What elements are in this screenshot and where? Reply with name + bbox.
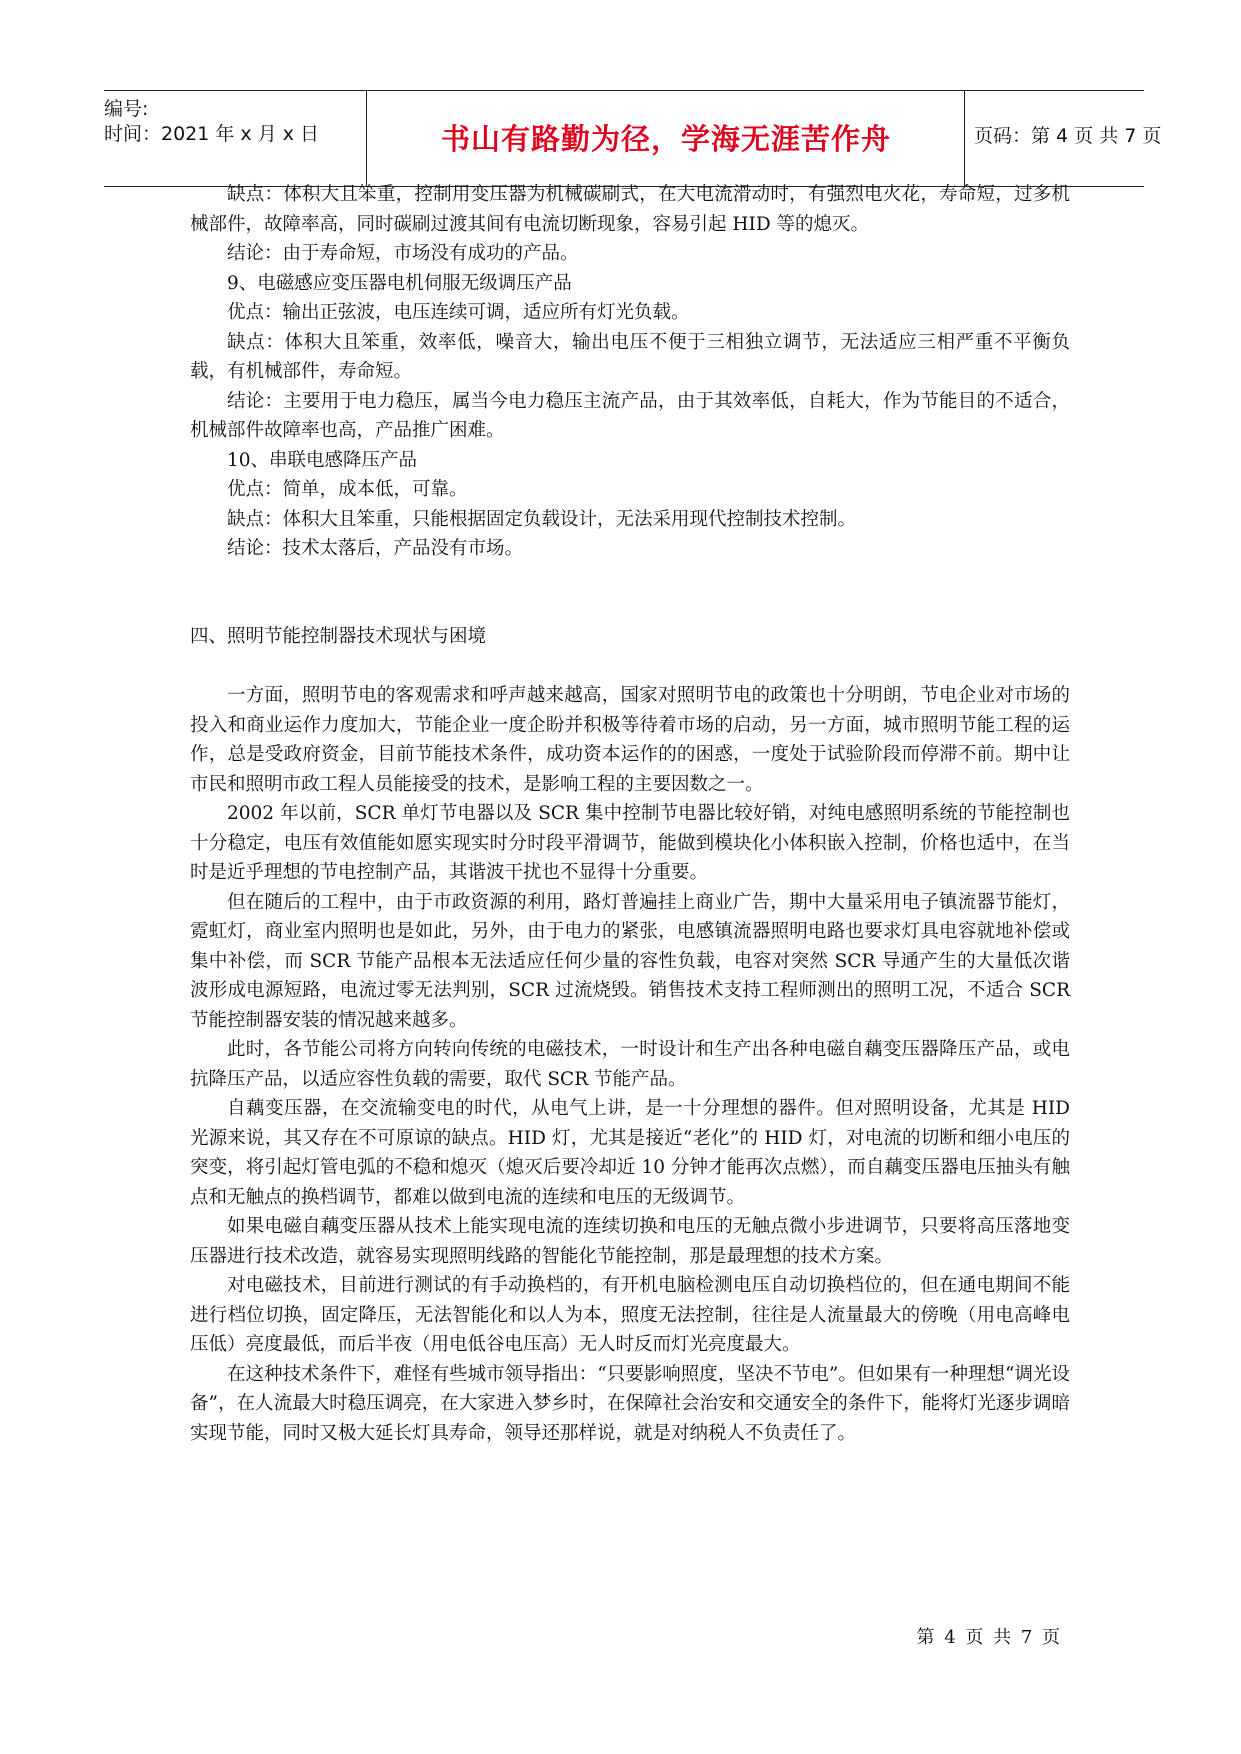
document-number-label: 编号:: [104, 98, 149, 120]
paragraph: 缺点：体积大且笨重，只能根据固定负载设计，无法采用现代控制技术控制。: [227, 508, 857, 530]
paragraph: 缺点：体积大且笨重，控制用变压器为机械碳刷式，在大电流滑动时，有强烈电火花，寿命短，过多机械部件，故障率高，同时碳刷过渡其间有电流切断现象，容易引起 HID 等的熄灭。: [190, 184, 1070, 235]
item-heading: 10、串联电感降压产品: [227, 449, 418, 471]
paragraph: 如果电磁自藕变压器从技术上能实现电流的连续切换和电压的无触点微小步进调节，只要将高压落地变压器进行技术改造，就容易实现照明线路的智能化节能控制，那是最理想的技术方案。: [190, 1216, 1070, 1267]
document-body: [190, 180, 1070, 1448]
header-info-cell: [104, 91, 367, 186]
paragraph: 但在随后的工程中，由于市政资源的利用，路灯普遍挂上商业广告，期中大量采用电子镇流器节能灯，霓虹灯，商业室内照明也是如此，另外，由于电力的紧张，电感镇流器照明电路也要求灯具电容就地补偿或集中补偿，而 SCR 节能产品根本无法适应任何少量的容性负载，电容对突然 SCR 导通产生的大量低次谐波形成电源短路，电流过零无法判别，SCR 过流烧毁。销售技术支持工程师测出的照明工况，不适合 SCR 节能控制器安装的情况越来越多。: [190, 891, 1070, 1031]
paragraph: 结论：主要用于电力稳压，属当今电力稳压主流产品，由于其效率低，自耗大，作为节能目的不适合，机械部件故障率也高，产品推广困难。: [190, 390, 1070, 441]
paragraph: 一方面，照明节电的客观需求和呼声越来越高，国家对照明节电的政策也十分明朗，节电企业对市场的投入和商业运作力度加大，节能企业一度企盼并积极等待着市场的启动，另一方面，城市照明节能工程的运作，总是受政府资金，目前节能技术条件，成功资本运作的的困惑，一度处于试验阶段而停滞不前。期中让市民和照明市政工程人员能接受的技术，是影响工程的主要因数之一。: [190, 685, 1070, 795]
paragraph: 缺点：体积大且笨重，效率低，噪音大，输出电压不便于三相独立调节，无法适应三相严重不平衡负载，有机械部件，寿命短。: [190, 331, 1070, 382]
paragraph: 自藕变压器，在交流输变电的时代，从电气上讲，是一十分理想的器件。但对照明设备，尤其是 HID 光源来说，其又存在不可原谅的缺点。HID 灯，尤其是接近“老化”的 HID 灯，对电流的切断和细小电压的突变，将引起灯管电弧的不稳和熄灭（熄灭后要冷却近 10 分钟才能再次点燃），而自藕变压器电压抽头有触点和无触点的换档调节，都难以做到电流的连续和电压的无级调节。: [190, 1098, 1070, 1208]
paragraph: 对电磁技术，目前进行测试的有手动换档的，有开机电脑检测电压自动切换档位的，但在通电期间不能进行档位切换，固定降压，无法智能化和以人为本，照度无法控制，往往是人流量最大的傍晚（用电高峰电压低）亮度最低，而后半夜（用电低谷电压高）无人时反而灯光亮度最大。: [190, 1275, 1070, 1355]
paragraph: 2002 年以前，SCR 单灯节电器以及 SCR 集中控制节电器比较好销，对纯电感照明系统的节能控制也十分稳定，电压有效值能如愿实现实时分时段平滑调节，能做到模块化小体积嵌入控制，价格也适中，在当时是近乎理想的节电控制产品，其谐波干扰也不显得十分重要。: [190, 803, 1070, 883]
header-motto: 书山有路勤为径，学海无涯苦作舟: [440, 122, 891, 156]
paragraph: 此时，各节能公司将方向转向传统的电磁技术，一时设计和生产出各种电磁自藕变压器降压产品，或电抗降压产品，以适应容性负载的需要，取代 SCR 节能产品。: [190, 1039, 1070, 1090]
paragraph: 优点：输出正弦波，电压连续可调，适应所有灯光负载。: [227, 302, 690, 323]
paragraph: 在这种技术条件下，难怪有些城市领导指出：“只要影响照度，坚决不节电”。但如果有一种理想“调光设备”，在人流最大时稳压调亮，在大家进入梦乡时，在保障社会治安和交通安全的条件下，能将灯光逐步调暗实现节能，同时又极大延长灯具寿命，领导还那样说，就是对纳税人不负责任了。: [190, 1363, 1070, 1444]
paragraph: 优点：简单，成本低，可靠。: [227, 479, 468, 500]
paragraph: 结论：技术太落后，产品没有市场。: [227, 538, 524, 559]
document-time-label: 时间：2021 年 x 月 x 日: [104, 123, 320, 145]
header-page-number: 页码：第 4 页 共 7 页: [974, 125, 1162, 147]
page-footer: 第 4 页 共 7 页: [916, 1627, 1060, 1648]
item-heading: 9、电磁感应变压器电机伺服无级调压产品: [227, 272, 572, 294]
paragraph: 结论：由于寿命短，市场没有成功的产品。: [227, 243, 579, 264]
document-header: [104, 90, 1162, 187]
spacer: [190, 651, 1070, 681]
header-motto-cell: [368, 91, 965, 186]
section-title: 四、照明节能控制器技术现状与困境: [190, 625, 487, 647]
header-page-cell: [966, 91, 1162, 186]
spacer: [190, 564, 1070, 622]
